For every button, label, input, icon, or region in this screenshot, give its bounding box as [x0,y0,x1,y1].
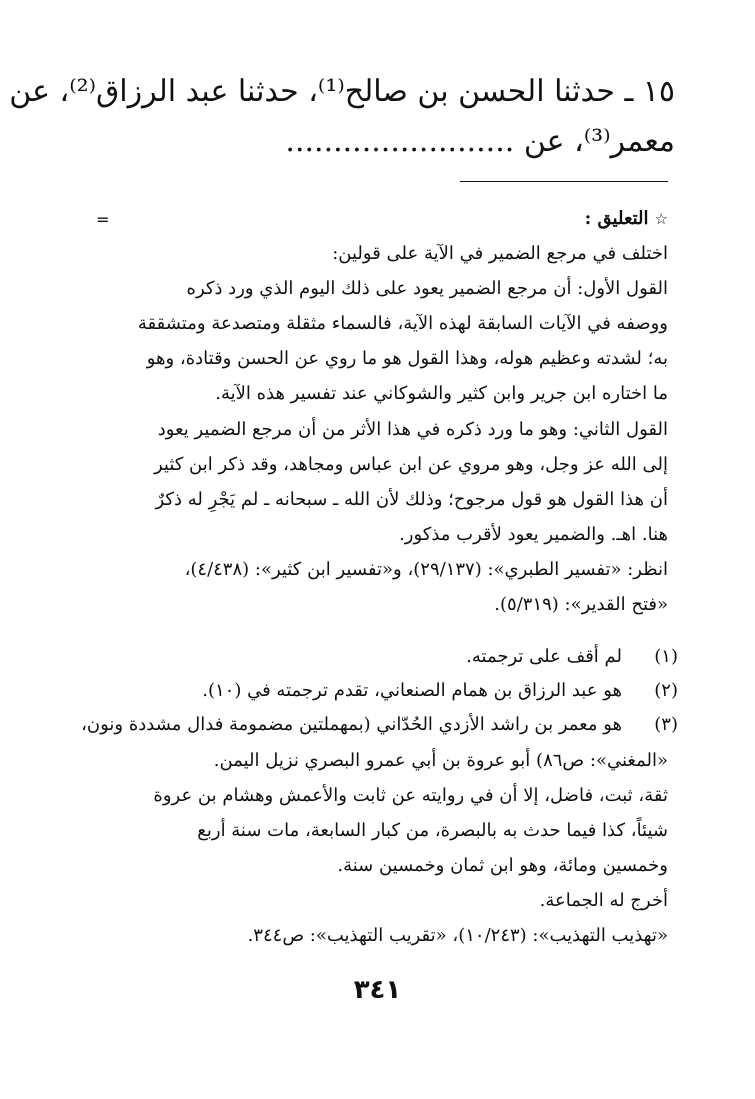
commentary-line: به؛ لشدته وعظيم هوله، وهذا القول هو ما روي عن الحسن وقتادة، وهو [146,348,668,369]
footnote-text: هو عبد الرزاق بن همام الصنعاني، تقدم ترجمته في (١٠). [202,680,622,701]
hadith-text [9,68,675,168]
hadith-line-2: معمر⁽³⁾، عن ........................ [285,124,675,159]
commentary-line: انظر: «تفسير الطبري»: (٢٩/١٣٧)، و«تفسير ابن كثير»: (٤/٤٣٨)، [184,559,668,580]
footnote-number: (١) [654,646,678,667]
footnote-text: لم أقف على ترجمته. [466,646,622,667]
commentary-line: القول الثاني: وهو ما ورد ذكره في هذا الأثر من أن مرجع الضمير يعود [157,419,668,440]
footnote-number: (٣) [654,714,678,735]
commentary-line: ووصفه في الآيات السابقة لهذه الآية، فالسماء مثقلة ومتصدعة ومتشققة [137,313,668,334]
commentary-line: هنا. اهـ. والضمير يعود لأقرب مذكور. [399,524,668,545]
page-number: ٣٤١ [353,975,402,1005]
commentary-line: القول الأول: أن مرجع الضمير يعود على ذلك اليوم الذي ورد ذكره [186,278,668,299]
footnote-continuation: وخمسين ومائة، وهو ابن ثمان وخمسين سنة. [337,855,668,876]
footnote-number: (٢) [654,680,678,701]
commentary-line: أن هذا القول هو قول مرجوح؛ وذلك لأن الله ـ سبحانه ـ لم يَجْرِ له ذكرٌ [155,489,668,510]
commentary-line: «فتح القدير»: (٥/٣١٩). [494,594,668,615]
continuation-marker: = [96,210,110,229]
footnote-1 [106,640,678,674]
footnote-2 [106,674,678,708]
footnote-continuation: ثقة، ثبت، فاضل، إلا أن في روايته عن ثابت والأعمش وهشام بن عروة [153,785,668,806]
footnote-continuation: «تهذيب التهذيب»: (١٠/٢٤٣)، «تقريب التهذيب»: ص٣٤٤. [247,925,668,946]
commentary-line: اختلف في مرجع الضمير في الآية على قولين: [332,243,668,264]
footnote-text: هو معمر بن راشد الأزدي الحُدّاني (بمهملتين مضمومة فدال مشددة ونون، [81,714,622,735]
commentary-title: التعليق : [584,208,649,229]
star-icon: ☆ [654,210,668,228]
footnote-continuation: أخرج له الجماعة. [539,890,668,911]
commentary-line: إلى الله عز وجل، وهو مروي عن ابن عباس ومجاهد، وقد ذكر ابن كثير [153,454,668,475]
hadith-line-1: ١٥ ـ حدثنا الحسن بن صالح⁽¹⁾، حدثنا عبد الرزاق⁽²⁾، عن [9,74,675,109]
footnote-3 [81,708,678,742]
commentary-line: ما اختاره ابن جرير وابن كثير والشوكاني عند تفسير هذه الآية. [215,383,668,404]
separator-rule [460,181,668,182]
commentary-heading [108,202,668,236]
footnote-continuation: «المغني»: ص٨٦) أبو عروة بن أبي عمرو البصري نزيل اليمن. [213,750,668,771]
footnote-continuation: شيئاً، كذا فيما حدث به بالبصرة، من كبار السابعة، مات سنة أربع [197,820,668,841]
